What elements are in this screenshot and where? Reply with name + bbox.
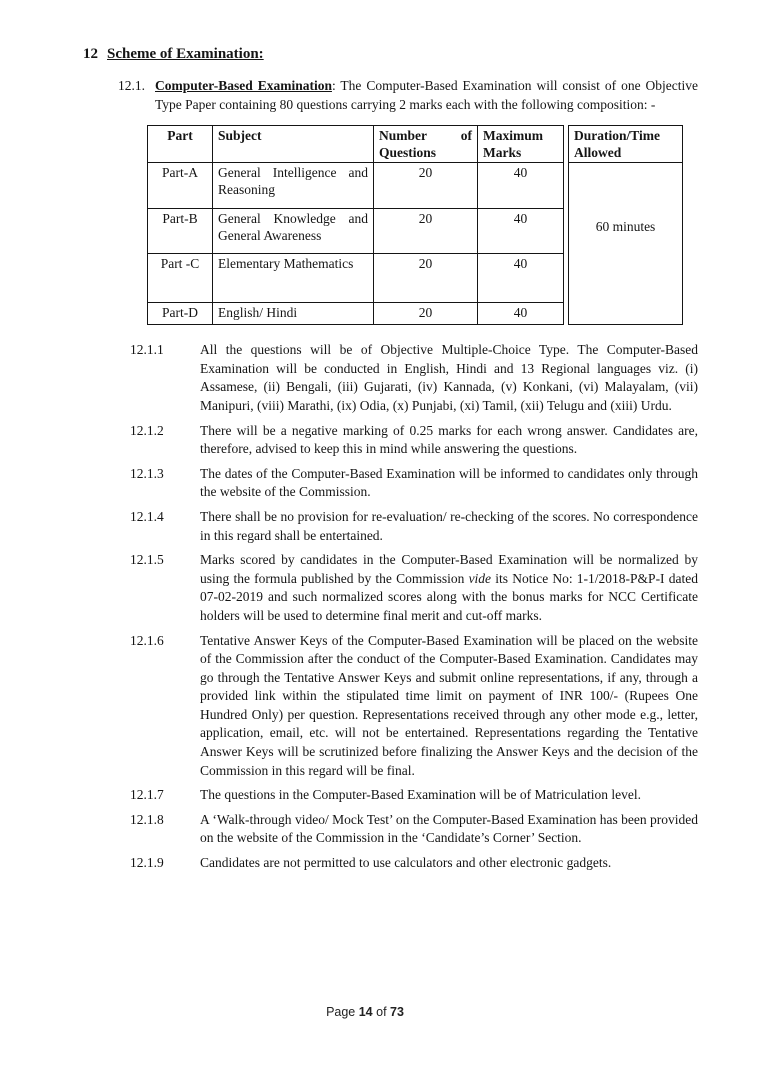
header-subject: Subject bbox=[213, 126, 374, 163]
clause-number: 12.1.9 bbox=[130, 855, 164, 871]
clause-12-1-4 bbox=[130, 508, 698, 545]
clause-12-1-5 bbox=[130, 551, 698, 625]
cell-questions: 20 bbox=[374, 209, 478, 254]
clause-list bbox=[83, 341, 698, 872]
cell-marks: 40 bbox=[478, 163, 564, 209]
clause-12-1-2 bbox=[130, 422, 698, 459]
header-duration: Duration/Time Allowed bbox=[569, 126, 683, 163]
subsection-12-1 bbox=[118, 77, 698, 114]
clause-number: 12.1.7 bbox=[130, 787, 164, 803]
clause-12-1-3 bbox=[130, 465, 698, 502]
subsection-title: Computer-Based Examination bbox=[155, 78, 332, 93]
section-heading bbox=[83, 44, 698, 64]
clause-12-1-1 bbox=[130, 341, 698, 415]
clause-number: 12.1.3 bbox=[130, 465, 164, 481]
header-questions: Number of Questions bbox=[374, 126, 478, 163]
clause-text: Marks scored by candidates in the Computer-Based Examination will be normalized by using the formula published by the Commission vide its Notice No: 1-1/2018-P&P-I dated 07-02-2019 and such normalized scores along with the bonus marks for NCC Certificate holders will be used to determine final merit and cut-off marks. bbox=[200, 552, 698, 623]
subsection-text: : The Computer-Based Examination will consist of one Objective Type Paper containing 80 questions carrying 2 marks each with the following composition: - bbox=[155, 78, 698, 112]
cell-part: Part-B bbox=[148, 209, 213, 254]
section-heading-title: Scheme of Examination: bbox=[107, 46, 264, 62]
clause-text: A ‘Walk-through video/ Mock Test’ on the Computer-Based Examination has been provided on the website of the Commission in the ‘Candidate’s Corner’ Section. bbox=[200, 811, 698, 846]
exam-composition-table-wrapper bbox=[147, 125, 698, 325]
clause-text: Tentative Answer Keys of the Computer-Based Examination will be placed on the website of the Commission after the conduct of the Computer-Based Examination. Candidates may go through the Tentative Answer Keys and submit online representations, if any, through a provided link within the stipulated time limit on payment of INR 100/- (Rupees One Hundred Only) per question. Representations received through any other mode e.g., letter, application, email, etc. will not be entertained. Representations regarding the Tentative Answer Keys will be scrutinized before finalizing the Answer Keys and the decision of the Commission in this regard will be final. bbox=[200, 632, 698, 778]
cell-subject: General Intelligence and Reasoning bbox=[213, 163, 374, 209]
page-footer: Page 14 of 73 bbox=[326, 1005, 404, 1019]
clause-12-1-9 bbox=[130, 854, 698, 873]
cell-marks: 40 bbox=[478, 254, 564, 303]
clause-12-1-6 bbox=[130, 632, 698, 781]
clause-text: There will be a negative marking of 0.25 marks for each wrong answer. Candidates are, therefore, advised to keep this in mind while answering the questions. bbox=[200, 422, 698, 457]
cell-subject: General Knowledge and General Awareness bbox=[213, 209, 374, 254]
table-row bbox=[148, 163, 683, 209]
clause-text: There shall be no provision for re-evaluation/ re-checking of the scores. No correspondence in this regard shall be entertained. bbox=[200, 508, 698, 543]
clause-number: 12.1.1 bbox=[130, 342, 164, 358]
clause-number: 12.1.4 bbox=[130, 508, 164, 524]
clause-12-1-8 bbox=[130, 811, 698, 848]
header-marks: Maximum Marks bbox=[478, 126, 564, 163]
cell-marks: 40 bbox=[478, 303, 564, 325]
cell-duration: 60 minutes bbox=[569, 163, 683, 325]
clause-text: All the questions will be of Objective Multiple-Choice Type. The Computer-Based Examination will be conducted in English, Hindi and 13 Regional languages viz. (i) Assamese, (ii) Bengali, (iii) Gujarati, (iv) Kannada, (v) Konkani, (vi) Malayalam, (vii) Manipuri, (viii) Marathi, (ix) Odia, (x) Punjabi, (xi) Tamil, (xii) Telugu and (xiii) Urdu. bbox=[200, 342, 698, 413]
table-header-row bbox=[148, 126, 683, 163]
section-heading-number: 12 bbox=[83, 46, 98, 62]
cell-part: Part-A bbox=[148, 163, 213, 209]
subsection-paragraph bbox=[155, 77, 698, 114]
clause-text: The questions in the Computer-Based Examination will be of Matriculation level. bbox=[200, 787, 642, 803]
subsection-number: 12.1. bbox=[118, 78, 145, 93]
cell-questions: 20 bbox=[374, 254, 478, 303]
cell-subject: English/ Hindi bbox=[213, 303, 374, 325]
clause-number: 12.1.5 bbox=[130, 552, 164, 568]
cell-marks: 40 bbox=[478, 209, 564, 254]
clause-number: 12.1.8 bbox=[130, 811, 164, 827]
cell-part: Part-D bbox=[148, 303, 213, 325]
cell-questions: 20 bbox=[374, 303, 478, 325]
cell-questions: 20 bbox=[374, 163, 478, 209]
cell-subject: Elementary Mathematics bbox=[213, 254, 374, 303]
header-part: Part bbox=[148, 126, 213, 163]
clause-text: Candidates are not permitted to use calculators and other electronic gadgets. bbox=[200, 855, 612, 871]
clause-number: 12.1.6 bbox=[130, 632, 164, 648]
clause-number: 12.1.2 bbox=[130, 422, 164, 438]
clause-12-1-7 bbox=[130, 786, 698, 805]
cell-part: Part -C bbox=[148, 254, 213, 303]
exam-composition-table bbox=[147, 125, 683, 325]
clause-text: The dates of the Computer-Based Examination will be informed to candidates only through the website of the Commission. bbox=[200, 465, 698, 500]
